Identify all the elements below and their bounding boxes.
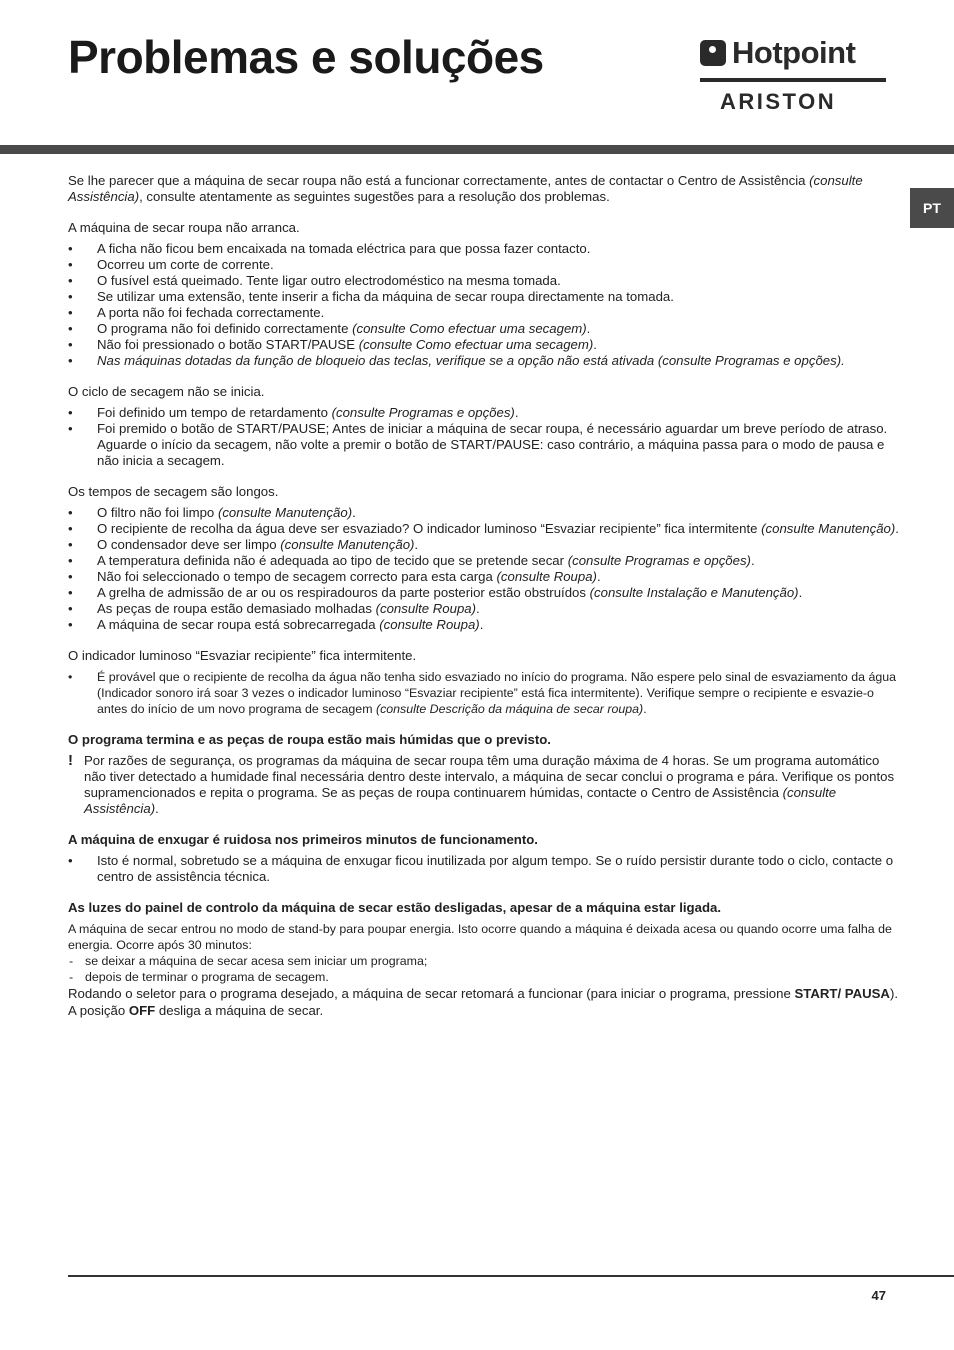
page-number: 47: [871, 1288, 886, 1303]
section-heading: A máquina de enxugar é ruidosa nos primeiros minutos de funcionamento.: [68, 832, 538, 847]
item-end: .: [479, 617, 484, 632]
standby-final: [68, 985, 904, 1019]
list-item: [68, 289, 904, 305]
warning-note: [68, 753, 904, 817]
list-item: [68, 337, 904, 353]
language-tab: PT: [910, 188, 954, 228]
warning-reference: (consulte Assistência): [84, 785, 837, 816]
item-end: .: [798, 585, 803, 600]
item-text: Se utilizar uma extensão, tente inserir a ficha da máquina de secar roupa directamente na tomada.: [97, 289, 674, 304]
header-bar: [0, 145, 954, 154]
brand-logo: [700, 35, 890, 114]
list-item: [68, 521, 904, 537]
item-reference: (consulte Manutenção): [761, 521, 896, 536]
item-end: .: [643, 702, 647, 716]
item-end: .: [593, 337, 597, 352]
item-end: .: [586, 321, 591, 336]
item-text: As peças de roupa estão demasiado molhadas: [97, 601, 376, 616]
list-item: [68, 553, 904, 569]
item-end: .: [352, 505, 356, 520]
list-item: [68, 617, 904, 633]
list-item: [68, 353, 904, 369]
dash-item: - depois de terminar o programa de secagem.: [68, 969, 904, 985]
problem-list: [68, 241, 904, 369]
list-item: [68, 601, 904, 617]
brand-name: Hotpoint: [732, 35, 856, 70]
section-heading: A máquina de secar roupa não arranca.: [68, 220, 300, 235]
final-text: Rodando o seletor para o programa desejado, a máquina de secar retomará a funcionar (para iniciar o programa, pressione: [68, 986, 795, 1001]
item-reference: (consulte Como efectuar uma secagem): [352, 321, 587, 336]
item-reference: (consulte Instalação e Manutenção): [589, 585, 799, 600]
item-text: Foi premido o botão de START/PAUSE; Antes de iniciar a máquina de secar roupa, é necessário aguardar um breve período de atraso. Aguarde o início da secagem, não volte a premir o botão de START/PAUSE: caso contrário, a máquina passa para o modo de pausa e não inicia a secagem.: [97, 421, 888, 468]
problem-list: [68, 405, 904, 469]
item-reference: (consulte Descrição da máquina de secar roupa): [375, 702, 644, 716]
item-text: A temperatura definida não é adequada ao tipo de tecido que se pretende secar: [97, 553, 568, 568]
intro-text: Se lhe parecer que a máquina de secar roupa não está a funcionar correctamente, antes de contactar o Centro de Assistência: [68, 173, 810, 188]
list-item: [68, 273, 904, 289]
list-item: • Isto é normal, sobretudo se a máquina de enxugar ficou inutilizada por algum tempo. Se o ruído persistir durante todo o ciclo, contacte o centro de assistência técnica.: [68, 853, 904, 885]
final-text-2: ). A posição: [68, 986, 899, 1018]
item-end: .: [476, 601, 480, 616]
item-text: Não foi pressionado o botão START/PAUSE: [97, 337, 359, 352]
warning-text: Por razões de segurança, os programas da máquina de secar roupa têm uma duração máxima de 4 horas. Se um programa automático não tiver detectado a humidade final necessária dentro deste intervalo, a máquina de secar conclui o programa e pára. Verifique os pontos supramencionados e repita o programa. Se as peças de roupa continuarem húmidas, contacte o Centro de Assistência: [84, 753, 895, 800]
standby-paragraph: A máquina de secar entrou no modo de stand-by para poupar energia. Isto ocorre quando a máquina é deixada acesa ou quando ocorre uma falha de energia. Ocorre após 30 minutos:: [68, 922, 892, 952]
item-reference: (consulte Manutenção): [280, 537, 415, 552]
noise-list: [68, 853, 904, 885]
page-title: Problemas e soluções: [68, 31, 544, 83]
logo-divider: [700, 78, 886, 82]
item-reference: (consulte Roupa): [379, 617, 480, 632]
list-item: [68, 569, 904, 585]
item-end: .: [414, 537, 419, 552]
item-text: A porta não foi fechada correctamente.: [97, 305, 325, 320]
intro-paragraph: [68, 173, 904, 205]
problem-list: [68, 505, 904, 633]
section-heading: O ciclo de secagem não se inicia.: [68, 384, 265, 399]
item-text: O filtro não foi limpo: [97, 505, 218, 520]
final-text-3: desliga a máquina de secar.: [155, 1003, 324, 1018]
item-text: A ficha não ficou bem encaixada na tomada eléctrica para que possa fazer contacto.: [97, 241, 591, 256]
item-end: .: [750, 553, 755, 568]
start-pause-label: START/ PAUSA: [794, 986, 890, 1001]
item-text: A máquina de secar roupa está sobrecarregada: [97, 617, 380, 632]
content: [68, 173, 904, 1019]
item-text: A grelha de admissão de ar ou os respiradouros da parte posterior estão obstruídos: [97, 585, 590, 600]
brand-subname: ARISTON: [720, 89, 837, 114]
section-heading: O programa termina e as peças de roupa estão mais húmidas que o previsto.: [68, 732, 551, 747]
item-end: .: [596, 569, 601, 584]
list-item: [68, 241, 904, 257]
item-reference: Nas máquinas dotadas da função de bloqueio das teclas, verifique se a opção não está ativada (consulte Programas e opções).: [97, 353, 845, 368]
list-item: [68, 421, 904, 469]
list-item: [68, 537, 904, 553]
footer-rule: [68, 1275, 954, 1277]
off-label: OFF: [128, 1003, 156, 1018]
section-heading: O indicador luminoso “Esvaziar recipiente” fica intermitente.: [68, 648, 417, 663]
item-text: O condensador deve ser limpo: [97, 537, 281, 552]
list-item: [68, 257, 904, 273]
item-reference: (consulte Programas e opções): [331, 405, 515, 420]
problem-list: [68, 669, 904, 717]
section-heading: As luzes do painel de controlo da máquina de secar estão desligadas, apesar de a máquina estar ligada.: [68, 900, 722, 915]
item-text: O recipiente de recolha da água deve ser esvaziado? O indicador luminoso “Esvaziar recipiente” fica intermitente: [97, 521, 762, 536]
dash-item: - se deixar a máquina de secar acesa sem iniciar um programa;: [68, 953, 904, 969]
warning-end: .: [155, 801, 159, 816]
item-reference: (consulte Roupa): [375, 601, 477, 616]
item-text: Não foi seleccionado o tempo de secagem correcto para esta carga: [97, 569, 497, 584]
list-item: [68, 669, 904, 717]
warning-icon: !: [68, 752, 73, 769]
hotpoint-logo-icon: [700, 40, 726, 66]
item-end: .: [895, 521, 899, 536]
section-heading: Os tempos de secagem são longos.: [68, 484, 279, 499]
item-reference: (consulte Como efectuar uma secagem): [358, 337, 594, 352]
list-item: [68, 405, 904, 421]
list-item: [68, 585, 904, 601]
list-item: [68, 305, 904, 321]
list-item: [68, 505, 904, 521]
intro-reference: (consulte Assistência): [68, 173, 863, 204]
item-reference: (consulte Roupa): [496, 569, 597, 584]
item-text: O fusível está queimado. Tente ligar outro electrodoméstico na mesma tomada.: [97, 273, 561, 288]
item-text: Ocorreu um corte de corrente.: [97, 257, 274, 272]
list-item: [68, 321, 904, 337]
item-reference: (consulte Programas e opções): [567, 553, 751, 568]
item-text: Foi definido um tempo de retardamento: [97, 405, 332, 420]
item-text: O programa não foi definido correctamente: [97, 321, 353, 336]
item-end: .: [514, 405, 519, 420]
intro-text-end: , consulte atentamente as seguintes sugestões para a resolução dos problemas.: [139, 189, 610, 204]
problem-sections: [68, 220, 904, 717]
item-text: É provável que o recipiente de recolha da água não tenha sido esvaziado no início do programa. Não espere pelo sinal de esvaziamento da água (Indicador sonoro irá soar 3 vezes o indicador luminoso “Esvaziar recipiente” está fica intermitente). Verifique sempre o recipiente e esvazie-o antes do início de um novo programa de secagem: [97, 670, 897, 716]
item-reference: (consulte Manutenção): [217, 505, 353, 520]
